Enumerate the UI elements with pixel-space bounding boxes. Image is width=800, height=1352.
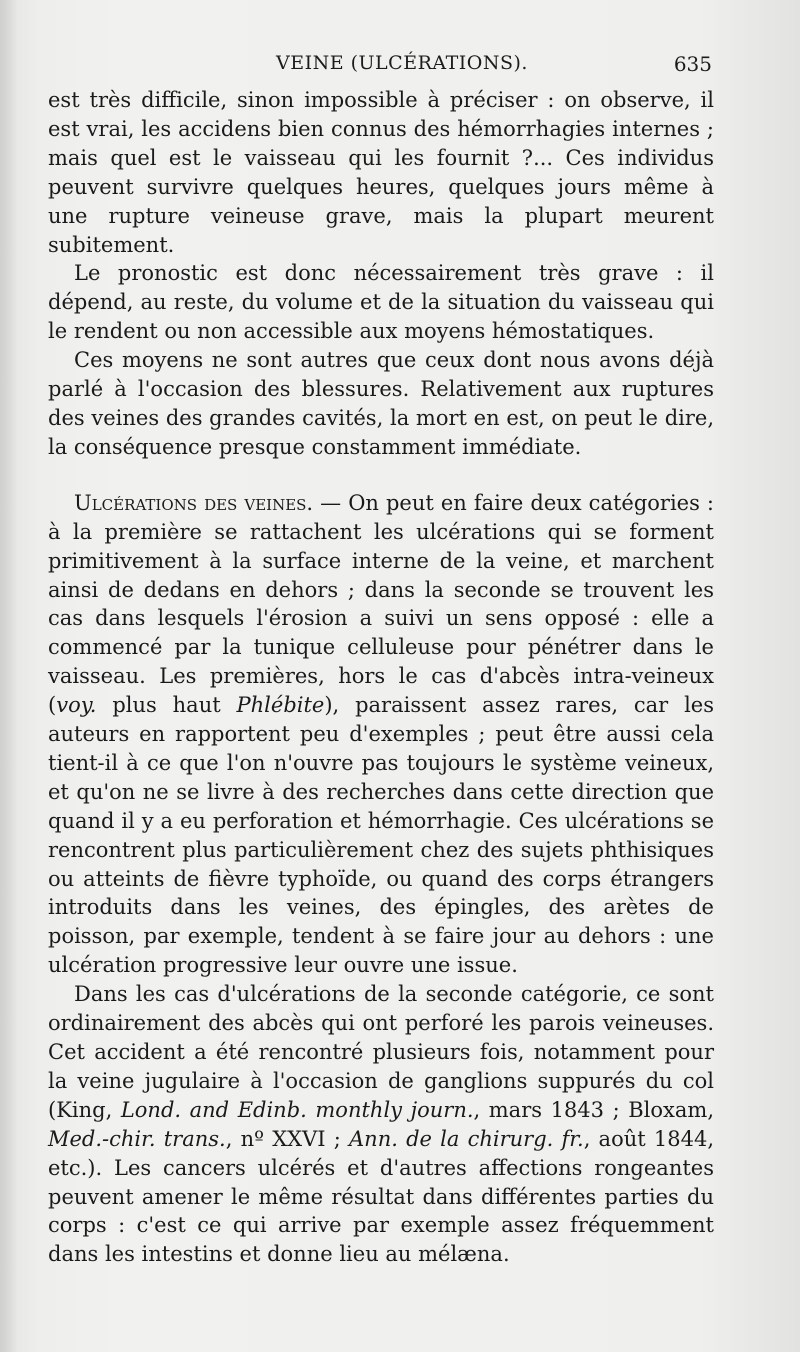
page-header [48,52,712,84]
italic-reference: Med.-chir. trans. [48,1126,226,1151]
page-body [48,86,714,1269]
running-head: VEINE (ULCÉRATIONS). [276,52,528,74]
italic-reference: Ann. de la chirurg. fr. [349,1126,584,1151]
text-run: , août 1844, etc.). Les cancers ulcérés et d'autres affections rongeantes peuvent amener le même résultat dans différentes parties du corps : c'est ce qui arrive par exemple assez fréquemment dans les intestins et donne lieu au mélæna. [48,1126,714,1267]
paragraph-ulcerations [48,489,714,980]
section-heading: Ulcérations des veines. [74,490,314,515]
text-run: , mars 1843 ; Bloxam, [473,1097,714,1122]
text-run: plus haut [96,693,237,718]
paragraph-means: Ces moyens ne sont autres que ceux dont nous avons déjà parlé à l'occasion des blessures. Relativement aux ruptures des veines des grandes cavités, la mort en est, on peut le dire, la conséquence presque constamment immédiate. [48,348,714,459]
page-gutter-shadow [0,0,18,1352]
italic-reference: Phlébite [236,693,325,718]
italic-reference: Lond. and Edinb. monthly journ. [120,1097,474,1122]
italic-reference: voy. [56,693,97,718]
text-run: ), paraissent assez rares, car les auteurs en rapportent peu d'exemples ; peut être aussi cela tient-il à ce que l'on n'ouvre pas toujours le système veineux, et qu'on ne se livre à des recherches dans cette direction que quand il y a eu perforation et hémorrhagie. Ces ulcérations se rencontrent plus particulièrement chez des sujets phthisiques ou atteints de fièvre typhoïde, ou quand des corps étrangers introduits dans les veines, des épingles, des arètes de poisson, par exemple, tendent à se faire jour au dehors : une ulcération progressive leur ouvre une issue. [48,693,714,978]
text-run: — On peut en faire deux catégories : à la première se rattachent les ulcérations qui se forment primitivement à la surface interne de la veine, et marchent ainsi de dedans en dehors ; dans la seconde se trouvent les cas dans lesquels l'érosion a suivi un sens opposé : elle a commencé par la tunique celluleuse pour pénétrer dans le vaisseau. Les premières, hors le cas d'abcès intra-veineux ( [48,490,714,718]
paragraph-continuation: est très difficile, sinon impossible à préciser : on observe, il est vrai, les accidens bien connus des hémorrhagies internes ; mais quel est le vaisseau qui les fournit ?... Ces individus peuvent survivre quelques heures, quelques jours même à une rupture veineuse grave, mais la plupart meurent subitement. [48,88,714,257]
text-run: Dans les cas d'ulcérations de la seconde catégorie, ce sont ordinairement des abcès qui ont perforé les parois veineuses. Cet accident a été rencontré plusieurs fois, notamment pour la veine jugulaire à l'occasion de ganglions suppurés du col (King, [48,982,714,1122]
text-run: , nº XXVI ; [225,1126,350,1151]
section-spacer [48,462,714,489]
page-number: 635 [673,52,712,76]
paragraph-second-category [48,980,714,1269]
paragraph-prognosis: Le pronostic est donc nécessairement très grave : il dépend, au reste, du volume et de la situation du vaisseau qui le rendent ou non accessible aux moyens hémostatiques. [48,261,714,344]
